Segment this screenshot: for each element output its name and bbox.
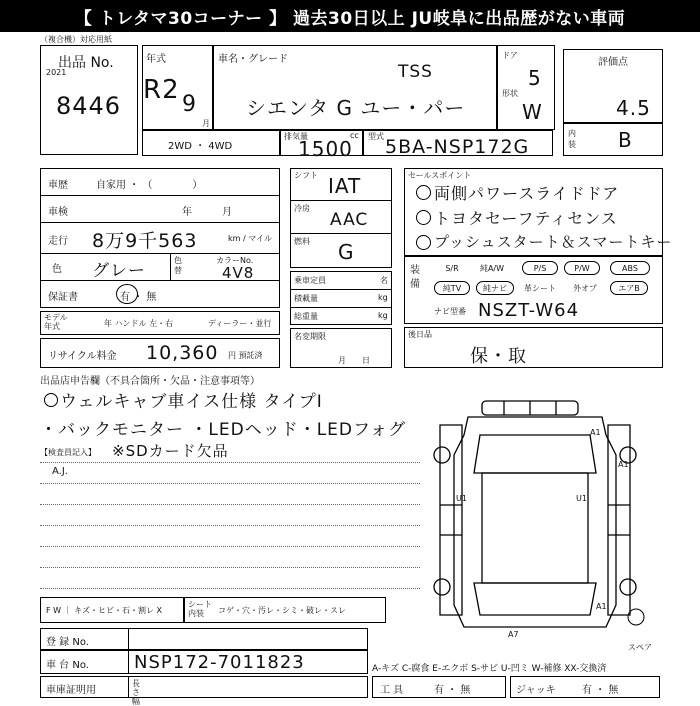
recycle-value: 10,360	[146, 342, 219, 364]
registration-row	[40, 628, 368, 650]
dealer-label: ディーラー・並行	[208, 319, 272, 328]
sales-item-1: 両側パワースライドドア	[434, 184, 620, 203]
garage-units: 長さ 幅	[132, 679, 148, 706]
color-no-value: 4V8	[222, 264, 255, 282]
disp-unit: cc	[350, 131, 359, 140]
note-line-2: ・バックモニター ・LEDヘッド・LEDフォグ	[40, 420, 407, 440]
lot-label: 出品 No.	[58, 55, 114, 71]
drive-label: 2WD ・ 4WD	[168, 141, 233, 152]
damage-mark-4: U1	[576, 494, 587, 503]
disp-value: 1500	[298, 137, 353, 161]
equip-aw: 純A/W	[479, 264, 505, 273]
equip-airbag: エアB	[610, 281, 648, 295]
mileage-unit: km / マイル	[228, 234, 273, 243]
shift-value: IAT	[328, 174, 362, 198]
fuel-value: G	[338, 240, 355, 264]
equip-pw: P/W	[564, 261, 600, 275]
equip-leather: 革シート	[524, 284, 556, 293]
history-options: 自家用 ・ （ ）	[96, 180, 203, 191]
damage-mark-1: A1	[590, 428, 601, 437]
damage-mark-6: A7	[508, 630, 519, 639]
navi-value: NSZT-W64	[478, 300, 580, 321]
note-line-1: ウェルキャブ車イス仕様 タイプI	[60, 392, 323, 412]
score-label: 評価点	[598, 57, 628, 68]
model-value: 5BA-NSP172G	[385, 136, 530, 158]
capacity-label: 乗車定員	[294, 276, 326, 285]
month-value: 9	[182, 92, 197, 117]
car-diagram	[420, 395, 650, 645]
note-bullet-1	[44, 393, 58, 407]
load-label: 積載量	[294, 294, 318, 303]
sales-label: セールスポイント	[408, 171, 472, 180]
rear-value: 保・取	[470, 346, 527, 367]
door-value: 5	[528, 66, 542, 90]
damage-legend: A-キズ C-腐食 E-エクボ S-サビ U-凹ミ W-補修 XX-交換済	[372, 664, 607, 674]
model-year-label: モデル年式	[44, 313, 68, 331]
equip-ps: P/S	[522, 261, 558, 275]
sales-bullet-1	[416, 185, 431, 200]
ac-label: 冷房	[294, 204, 310, 213]
fuel-label: 燃料	[294, 237, 310, 246]
inspector-value: ※SDカード欠品	[112, 442, 229, 460]
registration-label: 登 録 No.	[46, 637, 89, 648]
sales-item-3: プッシュスタート＆スマートキー	[434, 233, 673, 251]
door-label: ドア	[502, 51, 518, 60]
equip-sr: S/R	[445, 264, 459, 273]
shape-label: 形状	[502, 89, 518, 98]
damage-mark-3: U1	[456, 494, 467, 503]
sales-bullet-3	[416, 235, 431, 250]
gross-unit: kg	[378, 311, 388, 320]
equip-tv: 純TV	[434, 281, 470, 295]
warranty-label: 保証書	[48, 292, 78, 303]
gross-label: 総重量	[294, 312, 318, 321]
disp-label: 排気量	[284, 132, 308, 141]
equipment-label: 装備	[410, 265, 420, 290]
seller-notes-label: 出品店申告欄（不具合箇所・欠品・注意事項等）	[40, 376, 260, 387]
lot-number: 8446	[56, 92, 122, 120]
steer-label: 年 ハンドル 左・右	[104, 319, 174, 328]
shift-label: シフト	[294, 171, 318, 180]
month-unit: 月	[202, 119, 210, 128]
damage-mark-5: A1	[596, 602, 607, 611]
inspector-label: 【検査員記入】	[40, 448, 96, 457]
warranty-options: 有 ・ 無	[120, 292, 157, 303]
navi-label: ナビ型番	[434, 307, 466, 316]
expiry-label: 名変期限	[294, 332, 326, 341]
spare-tire-icon	[628, 609, 644, 625]
ac-value: AAC	[330, 210, 369, 230]
color-value: グレー	[92, 261, 146, 281]
model-label: 型式	[368, 132, 384, 141]
color-no-label: カラーNo.	[216, 256, 254, 265]
interior-value: B	[618, 128, 633, 152]
spare-label: スペア	[628, 643, 652, 652]
mileage-value: 8万9千563	[92, 230, 198, 252]
color-label: 色	[52, 264, 62, 275]
equip-navi: 純ナビ	[476, 281, 514, 295]
fw-label: F W ｜ キズ・ヒビ・石・割レ X	[46, 606, 163, 615]
paper-note: （複合機）対応用紙	[40, 35, 112, 44]
recycle-unit: 円 預託済	[228, 351, 263, 360]
name-value: シエンタ G ユー・パー	[246, 96, 466, 120]
mileage-label: 走行	[48, 236, 68, 247]
rear-box	[404, 327, 663, 368]
score-value: 4.5	[616, 96, 651, 120]
damage-mark-2: A1	[618, 460, 629, 469]
interior-label: 内装	[568, 129, 576, 149]
equip-abs: ABS	[610, 261, 650, 275]
chassis-label: 車 台 No.	[46, 660, 89, 671]
year-value: R2	[143, 75, 180, 105]
inspection-label: 車検	[48, 207, 68, 218]
rear-label: 後日品	[408, 330, 432, 339]
jack-options: 有 ・ 無	[582, 685, 619, 696]
tool-label: 工 具	[380, 685, 404, 696]
sales-item-2: トヨタセーフティセンス	[434, 209, 618, 228]
chassis-value: NSP172-7011823	[134, 652, 305, 673]
color-change: 色替	[174, 256, 182, 275]
year-label: 年式	[146, 54, 166, 65]
page-header: 【 トレタマ30コーナー 】 過去30日以上 JU岐阜に出品歴がない車両	[0, 0, 700, 32]
name-label: 車名・グレード	[218, 54, 288, 65]
capacity-unit: 名	[380, 276, 388, 285]
tool-options: 有 ・ 無	[434, 685, 471, 696]
year-tag: 2021	[46, 68, 67, 77]
warranty-circle	[116, 284, 138, 304]
inspection-units: 年 月	[182, 207, 232, 218]
history-label: 車歴	[48, 180, 68, 191]
recycle-label: リサイクル料金	[48, 351, 117, 362]
equip-outer: 外オプ	[573, 284, 597, 293]
garage-label: 車庫証明用	[46, 685, 96, 696]
jack-label: ジャッキ	[516, 685, 556, 696]
interior-box	[563, 123, 663, 156]
expiry-unit: 月 日	[338, 356, 370, 365]
tss-value: TSS	[398, 62, 433, 82]
load-unit: kg	[378, 293, 388, 302]
aj-note: A.J.	[52, 466, 68, 477]
seat-row-label: コゲ・穴・汚レ・シミ・破レ・スレ	[218, 606, 346, 615]
seat-label: シート内装	[188, 600, 212, 618]
shape-value: W	[522, 100, 543, 124]
sales-bullet-2	[416, 210, 431, 225]
